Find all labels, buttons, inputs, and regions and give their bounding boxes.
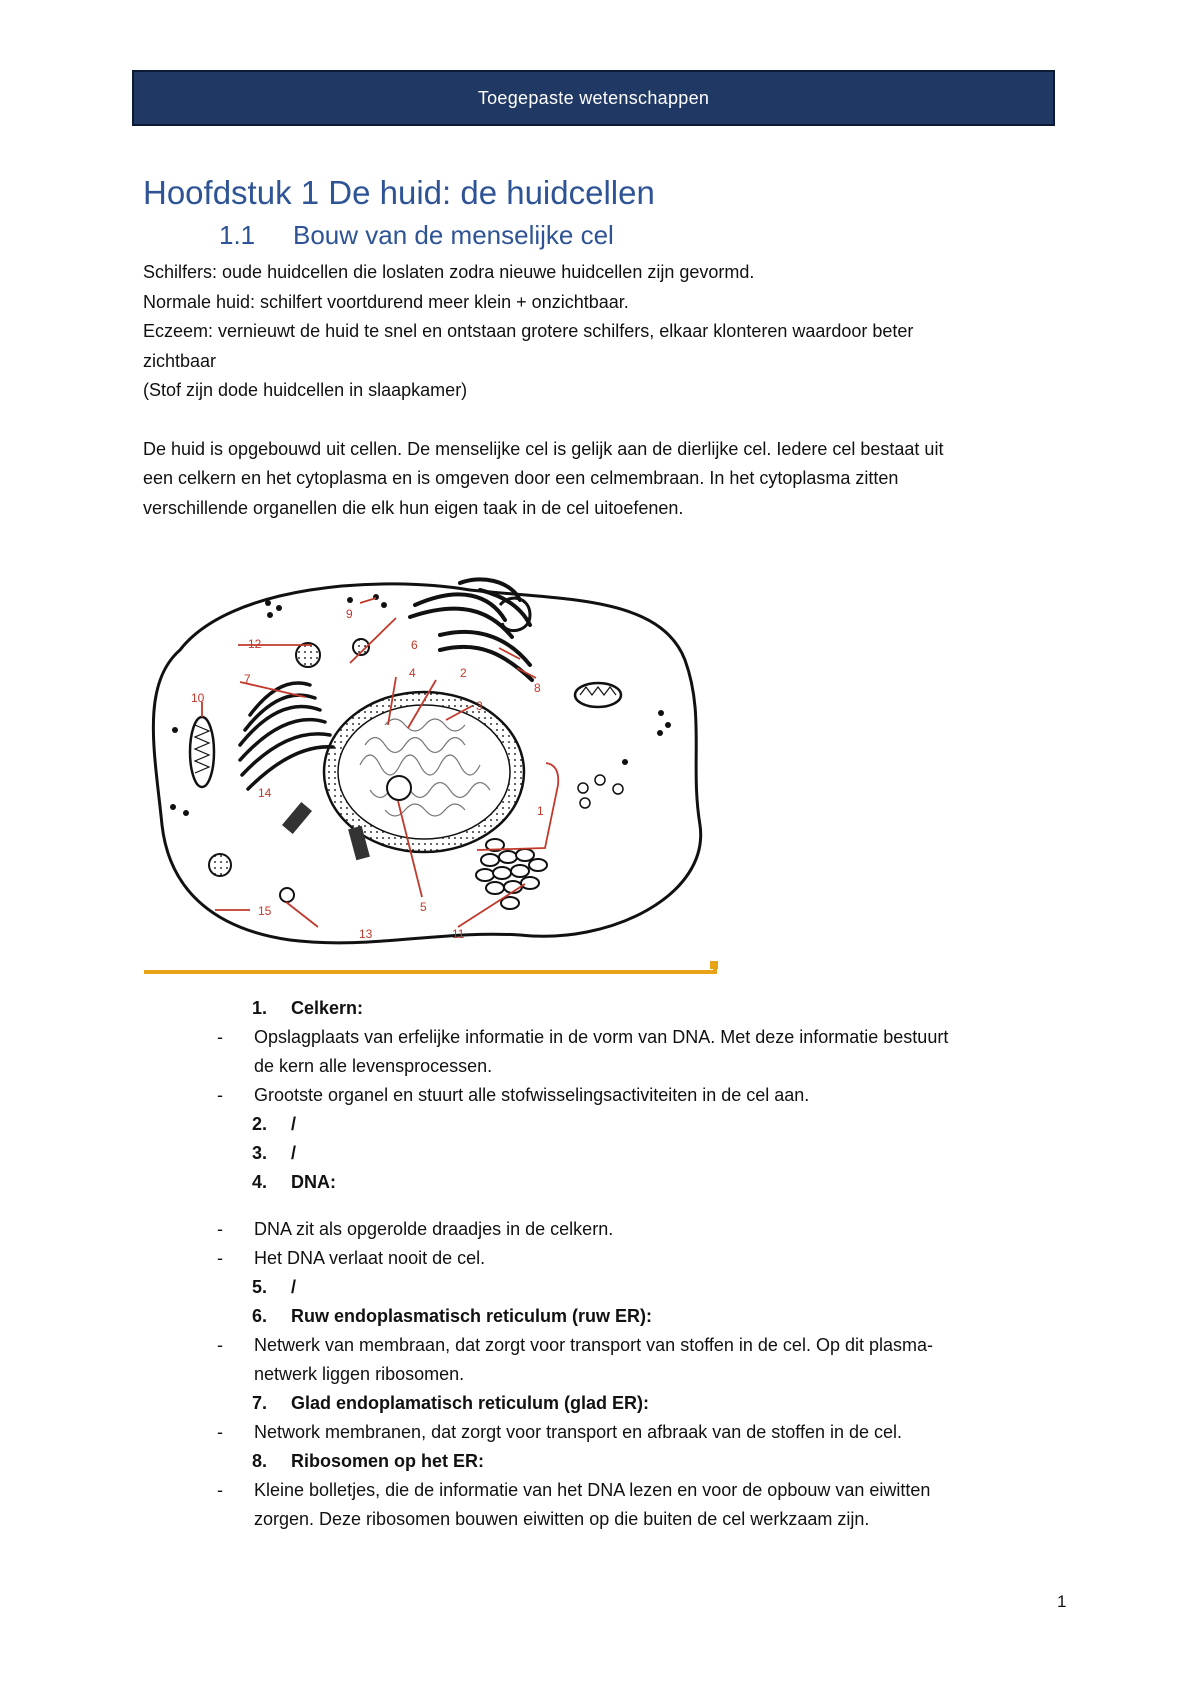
- figure-label: 9: [346, 607, 353, 621]
- figure-label: 15: [258, 904, 272, 918]
- bullet-text: Kleine bolletjes, die de informatie van het DNA lezen en voor de opbouw van eiwitten: [254, 1480, 931, 1500]
- list-number: 8.: [252, 1451, 268, 1471]
- section-title: Bouw van de menselijke cel: [293, 220, 614, 250]
- bullet-text: Netwerk van membraan, dat zorgt voor transport van stoffen in de cel. Op dit plasma-: [254, 1335, 933, 1355]
- figure-label: 8: [534, 681, 541, 695]
- list-heading: /: [291, 1277, 297, 1297]
- figure-label: 3: [476, 699, 483, 713]
- smooth-er: [240, 683, 333, 789]
- figure-label: 6: [411, 638, 418, 652]
- bullet-text: Grootste organel en stuurt alle stofwisselingsactiviteiten in de cel aan.: [254, 1085, 810, 1105]
- body-line: verschillende organellen die elk hun eigen taak in de cel uitoefenen.: [143, 498, 684, 518]
- list-heading: Ruw endoplasmatisch reticulum (ruw ER):: [291, 1306, 653, 1326]
- list-number: 3.: [252, 1143, 268, 1163]
- section-number: 1.1: [219, 220, 256, 250]
- header-title: Toegepaste wetenschappen: [477, 87, 710, 108]
- list-number: 2.: [252, 1114, 268, 1134]
- header-bar: [132, 70, 1055, 126]
- list-heading: DNA:: [291, 1172, 336, 1192]
- list-heading: Glad endoplamatisch reticulum (glad ER):: [291, 1393, 650, 1413]
- body-line: De huid is opgebouwd uit cellen. De menselijke cel is gelijk aan de dierlijke cel. Iedere cel bestaat uit: [143, 439, 944, 459]
- intro-line: Eczeem: vernieuwt de huid te snel en ontstaan grotere schilfers, elkaar klonteren waardoor beter: [143, 321, 914, 341]
- intro-line: Schilfers: oude huidcellen die loslaten zodra nieuwe huidcellen zijn gevormd.: [143, 262, 755, 282]
- list-number: 6.: [252, 1306, 268, 1326]
- list-number: 4.: [252, 1172, 268, 1192]
- bullet-text: Opslagplaats van erfelijke informatie in de vorm van DNA. Met deze informatie bestuurt: [254, 1027, 949, 1047]
- bullet-dash: -: [217, 1480, 223, 1500]
- list-heading: /: [291, 1143, 297, 1163]
- figure-label: 13: [359, 927, 373, 941]
- intro-line: Normale huid: schilfert voortdurend meer klein + onzichtbaar.: [143, 292, 629, 312]
- chapter-title: Hoofdstuk 1 De huid: de huidcellen: [143, 174, 655, 211]
- bullet-text-continuation: de kern alle levensprocessen.: [254, 1056, 493, 1076]
- intro-line: (Stof zijn dode huidcellen in slaapkamer): [143, 380, 468, 400]
- intro-line: zichtbaar: [143, 351, 217, 371]
- bullet-dash: -: [217, 1335, 223, 1355]
- bullet-text-continuation: zorgen. Deze ribosomen bouwen eiwitten op die buiten de cel werkzaam zijn.: [254, 1509, 870, 1529]
- figure-label: 5: [420, 900, 427, 914]
- figure-label: 14: [258, 786, 272, 800]
- bullet-text: Het DNA verlaat nooit de cel.: [254, 1248, 486, 1268]
- figure-label: 2: [460, 666, 467, 680]
- bullet-dash: -: [217, 1248, 223, 1268]
- list-number: 5.: [252, 1277, 268, 1297]
- figure-label: 10: [191, 691, 205, 705]
- figure-underline: [144, 963, 715, 972]
- animal-cell-diagram: [140, 565, 720, 975]
- bullet-dash: -: [217, 1219, 223, 1239]
- figure-label: 12: [248, 637, 262, 651]
- bullet-text-continuation: netwerk liggen ribosomen.: [254, 1364, 465, 1384]
- centriole: [282, 802, 312, 834]
- vesicle: [280, 888, 294, 902]
- lysosome: [296, 643, 320, 667]
- figure-label: 7: [244, 672, 251, 686]
- bullet-text: DNA zit als opgerolde draadjes in de celkern.: [254, 1219, 614, 1239]
- bullet-text: Network membranen, dat zorgt voor transport en afbraak van de stoffen in de cel.: [254, 1422, 903, 1442]
- list-heading: /: [291, 1114, 297, 1134]
- list-number: 1.: [252, 998, 268, 1018]
- figure-label: 1: [537, 804, 544, 818]
- bullet-dash: -: [217, 1085, 223, 1105]
- figure-label: 11: [452, 927, 465, 941]
- nucleolus: [387, 776, 411, 800]
- page-number: 1: [1057, 1592, 1067, 1611]
- figure-label: 4: [409, 666, 416, 680]
- bullet-dash: -: [217, 1027, 223, 1047]
- list-heading: Celkern:: [291, 998, 364, 1018]
- body-line: een celkern en het cytoplasma en is omgeven door een celmembraan. In het cytoplasma zitten: [143, 468, 899, 488]
- list-number: 7.: [252, 1393, 268, 1413]
- section-heading: [219, 220, 614, 251]
- bullet-dash: -: [217, 1422, 223, 1442]
- list-heading: Ribosomen op het ER:: [291, 1451, 484, 1471]
